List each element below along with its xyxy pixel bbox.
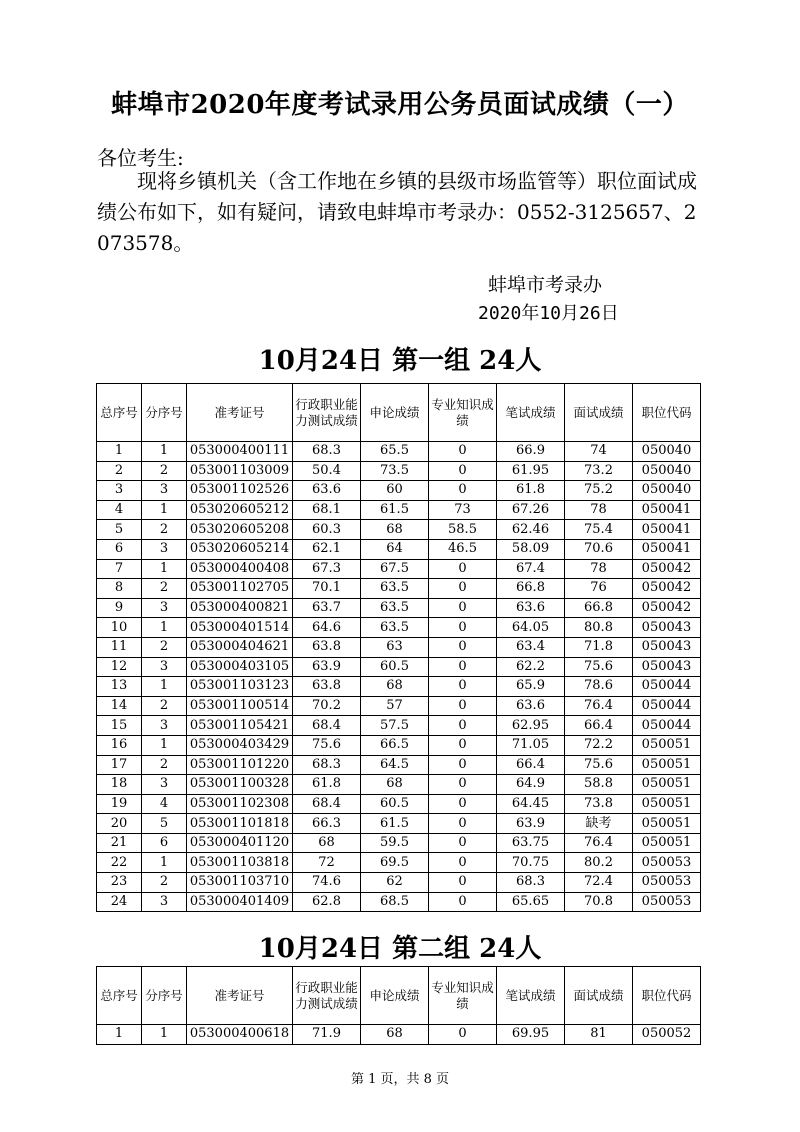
table-cell: 0 (429, 833, 497, 853)
table-row (97, 873, 701, 893)
table-cell: 2 (142, 637, 187, 657)
table-cell: 050053 (633, 853, 701, 873)
table-cell: 59.5 (361, 833, 429, 853)
group-2-table (96, 966, 701, 1045)
col-header: 笔试成绩 (497, 967, 565, 1025)
table-cell: 76.4 (565, 833, 633, 853)
table-cell: 3 (97, 481, 142, 501)
table-cell: 050044 (633, 696, 701, 716)
table-cell: 053000400408 (187, 559, 293, 579)
col-header: 准考证号 (187, 384, 293, 442)
table-cell: 050043 (633, 637, 701, 657)
table-cell: 0 (429, 559, 497, 579)
table-cell: 2 (142, 873, 187, 893)
table-cell: 66.9 (497, 442, 565, 462)
table-cell: 050041 (633, 539, 701, 559)
table-cell: 17 (97, 755, 142, 775)
table-cell: 62.1 (293, 539, 361, 559)
table-cell: 0 (429, 716, 497, 736)
table-cell: 053000400618 (187, 1025, 293, 1045)
table-cell: 053001101220 (187, 755, 293, 775)
table-cell: 64.9 (497, 775, 565, 795)
table-cell: 053001102705 (187, 579, 293, 599)
table-cell: 050040 (633, 442, 701, 462)
col-header: 申论成绩 (361, 967, 429, 1025)
table-cell: 74.6 (293, 873, 361, 893)
table-cell: 10 (97, 618, 142, 638)
table-cell: 68 (361, 775, 429, 795)
col-header: 专业知识成绩 (429, 384, 497, 442)
table-cell: 050043 (633, 657, 701, 677)
table-cell: 76 (565, 579, 633, 599)
table-cell: 63.9 (293, 657, 361, 677)
table-cell: 6 (142, 833, 187, 853)
table-cell: 0 (429, 579, 497, 599)
table-cell: 63.8 (293, 637, 361, 657)
table-cell: 050041 (633, 520, 701, 540)
table-cell: 2 (97, 461, 142, 481)
table-cell: 72.4 (565, 873, 633, 893)
table-cell: 16 (97, 735, 142, 755)
table-cell: 78 (565, 559, 633, 579)
table-cell: 75.6 (565, 657, 633, 677)
table-cell: 73.2 (565, 461, 633, 481)
col-header: 行政职业能力测试成绩 (293, 384, 361, 442)
table-cell: 63.6 (497, 696, 565, 716)
table-cell: 58.5 (429, 520, 497, 540)
table-cell: 64.05 (497, 618, 565, 638)
table-cell: 053001101818 (187, 814, 293, 834)
table-cell: 0 (429, 461, 497, 481)
table-cell: 0 (429, 637, 497, 657)
table-cell: 0 (429, 794, 497, 814)
table-cell: 69.5 (361, 853, 429, 873)
table-cell: 1 (97, 1025, 142, 1045)
table-cell: 61.8 (293, 775, 361, 795)
table-cell: 74 (565, 442, 633, 462)
table-cell: 053020605212 (187, 500, 293, 520)
table-cell: 72 (293, 853, 361, 873)
table-cell: 63.75 (497, 833, 565, 853)
table-cell: 1 (142, 853, 187, 873)
table-cell: 68.4 (293, 716, 361, 736)
table-cell: 053001100328 (187, 775, 293, 795)
col-header: 分序号 (142, 967, 187, 1025)
col-header: 分序号 (142, 384, 187, 442)
table-cell: 67.26 (497, 500, 565, 520)
col-header: 面试成绩 (565, 967, 633, 1025)
table-cell: 73 (429, 500, 497, 520)
table-cell: 64.6 (293, 618, 361, 638)
table-cell: 73.8 (565, 794, 633, 814)
table-cell: 68.3 (293, 755, 361, 775)
table-cell: 2 (142, 579, 187, 599)
greeting: 各位考生: (97, 146, 184, 170)
table-cell: 21 (97, 833, 142, 853)
table-cell: 78 (565, 500, 633, 520)
table-cell: 66.8 (565, 598, 633, 618)
table-row (97, 794, 701, 814)
group-1-title: 10月24日 第一组 24人 (258, 346, 542, 376)
table-cell: 75.4 (565, 520, 633, 540)
table-cell: 15 (97, 716, 142, 736)
table-cell: 64.45 (497, 794, 565, 814)
table-row (97, 637, 701, 657)
table-cell: 70.75 (497, 853, 565, 873)
table-row (97, 559, 701, 579)
col-header: 行政职业能力测试成绩 (293, 967, 361, 1025)
table-cell: 75.6 (293, 735, 361, 755)
table-cell: 053000403429 (187, 735, 293, 755)
table-cell: 67.4 (497, 559, 565, 579)
table-cell: 4 (142, 794, 187, 814)
table-cell: 6 (97, 539, 142, 559)
table-row (97, 716, 701, 736)
table-header-row (97, 384, 701, 442)
table-cell: 61.95 (497, 461, 565, 481)
table-cell: 70.2 (293, 696, 361, 716)
table-cell: 3 (142, 539, 187, 559)
table-cell: 050051 (633, 755, 701, 775)
table-cell: 71.9 (293, 1025, 361, 1045)
table-cell: 62.46 (497, 520, 565, 540)
table-row (97, 1025, 701, 1045)
table-cell: 0 (429, 755, 497, 775)
table-cell: 11 (97, 637, 142, 657)
table-cell: 053000401120 (187, 833, 293, 853)
signer: 蚌埠市考录办 (488, 274, 603, 296)
table-cell: 1 (142, 500, 187, 520)
table-cell: 65.9 (497, 677, 565, 697)
sign-date: 2020年10月26日 (478, 303, 619, 324)
table-cell: 050042 (633, 598, 701, 618)
table-cell: 72.2 (565, 735, 633, 755)
table-cell: 68 (293, 833, 361, 853)
group-2-title: 10月24日 第二组 24人 (258, 934, 542, 964)
table-cell: 3 (142, 598, 187, 618)
table-cell: 2 (142, 461, 187, 481)
table-cell: 63 (361, 637, 429, 657)
col-header: 申论成绩 (361, 384, 429, 442)
table-cell: 67.3 (293, 559, 361, 579)
table-cell: 75.6 (565, 755, 633, 775)
table-cell: 1 (142, 735, 187, 755)
table-cell: 8 (97, 579, 142, 599)
table-cell: 1 (142, 618, 187, 638)
table-cell: 23 (97, 873, 142, 893)
table-row (97, 657, 701, 677)
table-cell: 60 (361, 481, 429, 501)
table-cell: 68 (361, 677, 429, 697)
table-cell: 61.8 (497, 481, 565, 501)
table-cell: 5 (142, 814, 187, 834)
table-cell: 1 (142, 559, 187, 579)
page-footer: 第 1 页，共 8 页 (350, 1072, 450, 1087)
table-cell: 71.8 (565, 637, 633, 657)
table-cell: 68.5 (361, 892, 429, 912)
table-cell: 63.6 (497, 598, 565, 618)
table-cell: 1 (97, 442, 142, 462)
table-header-row (97, 967, 701, 1025)
table-cell: 5 (97, 520, 142, 540)
table-cell: 050052 (633, 1025, 701, 1045)
table-cell: 70.6 (565, 539, 633, 559)
table-row (97, 892, 701, 912)
table-cell: 3 (142, 716, 187, 736)
table-cell: 0 (429, 853, 497, 873)
table-cell: 3 (142, 481, 187, 501)
table-cell: 2 (142, 696, 187, 716)
table-cell: 053000403105 (187, 657, 293, 677)
table-cell: 9 (97, 598, 142, 618)
table-cell: 050051 (633, 833, 701, 853)
col-header: 专业知识成绩 (429, 967, 497, 1025)
notice-text: 现将乡镇机关（含工作地在乡镇的县级市场监管等）职位面试成绩公布如下，如有疑问，请致电蚌埠市考录办：0552-3125657、2073578。 (97, 169, 697, 255)
table-cell: 66.3 (293, 814, 361, 834)
table-cell: 73.5 (361, 461, 429, 481)
table-cell: 053001103123 (187, 677, 293, 697)
table-cell: 62 (361, 873, 429, 893)
table-cell: 053020605208 (187, 520, 293, 540)
table-cell: 18 (97, 775, 142, 795)
table-cell: 053000400821 (187, 598, 293, 618)
table-cell: 46.5 (429, 539, 497, 559)
table-cell: 050044 (633, 677, 701, 697)
table-cell: 68.1 (293, 500, 361, 520)
table-cell: 70.1 (293, 579, 361, 599)
table-cell: 63.4 (497, 637, 565, 657)
table-cell: 0 (429, 892, 497, 912)
table-row (97, 598, 701, 618)
table-cell: 61.5 (361, 814, 429, 834)
table-cell: 64.5 (361, 755, 429, 775)
table-cell: 63.5 (361, 579, 429, 599)
table-row (97, 618, 701, 638)
table-cell: 050042 (633, 559, 701, 579)
col-header: 准考证号 (187, 967, 293, 1025)
table-cell: 053020605214 (187, 539, 293, 559)
table-cell: 65.5 (361, 442, 429, 462)
table-cell: 2 (142, 520, 187, 540)
table-cell: 0 (429, 873, 497, 893)
table-cell: 63.5 (361, 618, 429, 638)
table-cell: 68.3 (293, 442, 361, 462)
table-cell: 050042 (633, 579, 701, 599)
table-cell: 0 (429, 618, 497, 638)
table-row (97, 539, 701, 559)
col-header: 职位代码 (633, 384, 701, 442)
table-cell: 4 (97, 500, 142, 520)
table-cell: 20 (97, 814, 142, 834)
table-cell: 053001103009 (187, 461, 293, 481)
table-row (97, 481, 701, 501)
table-cell: 66.4 (497, 755, 565, 775)
table-cell: 050051 (633, 775, 701, 795)
table-cell: 19 (97, 794, 142, 814)
table-cell: 80.8 (565, 618, 633, 638)
page-title: 蚌埠市2020年度考试录用公务员面试成绩（一） (111, 90, 689, 120)
table-cell: 050051 (633, 735, 701, 755)
table-cell: 050053 (633, 892, 701, 912)
table-cell: 缺考 (565, 814, 633, 834)
table-cell: 053001100514 (187, 696, 293, 716)
table-cell: 60.5 (361, 794, 429, 814)
table-cell: 050043 (633, 618, 701, 638)
table-cell: 58.8 (565, 775, 633, 795)
col-header: 职位代码 (633, 967, 701, 1025)
table-cell: 3 (142, 657, 187, 677)
table-cell: 66.5 (361, 735, 429, 755)
table-cell: 63.5 (361, 598, 429, 618)
table-cell: 0 (429, 657, 497, 677)
table-cell: 0 (429, 696, 497, 716)
table-cell: 3 (142, 892, 187, 912)
col-header: 总序号 (97, 967, 142, 1025)
table-cell: 1 (142, 677, 187, 697)
table-cell: 050044 (633, 716, 701, 736)
table-cell: 63.7 (293, 598, 361, 618)
table-row (97, 814, 701, 834)
table-cell: 60.5 (361, 657, 429, 677)
table-row (97, 520, 701, 540)
table-cell: 053001103710 (187, 873, 293, 893)
group-1-table (96, 383, 701, 912)
table-cell: 053000401409 (187, 892, 293, 912)
table-cell: 63.9 (497, 814, 565, 834)
table-cell: 63.8 (293, 677, 361, 697)
table-row (97, 775, 701, 795)
table-cell: 63.6 (293, 481, 361, 501)
table-cell: 14 (97, 696, 142, 716)
table-cell: 76.4 (565, 696, 633, 716)
table-cell: 67.5 (361, 559, 429, 579)
table-cell: 12 (97, 657, 142, 677)
table-row (97, 500, 701, 520)
table-cell: 68.3 (497, 873, 565, 893)
table-cell: 053000404621 (187, 637, 293, 657)
table-cell: 81 (565, 1025, 633, 1045)
table-cell: 78.6 (565, 677, 633, 697)
table-cell: 0 (429, 677, 497, 697)
table-cell: 71.05 (497, 735, 565, 755)
table-row (97, 833, 701, 853)
table-cell: 0 (429, 481, 497, 501)
table-cell: 58.09 (497, 539, 565, 559)
table-cell: 60.3 (293, 520, 361, 540)
table-row (97, 442, 701, 462)
table-cell: 62.95 (497, 716, 565, 736)
table-cell: 61.5 (361, 500, 429, 520)
table-cell: 3 (142, 775, 187, 795)
table-cell: 0 (429, 442, 497, 462)
table-cell: 68 (361, 1025, 429, 1045)
table-cell: 66.4 (565, 716, 633, 736)
table-cell: 050040 (633, 461, 701, 481)
table-cell: 24 (97, 892, 142, 912)
table-cell: 57.5 (361, 716, 429, 736)
col-header: 笔试成绩 (497, 384, 565, 442)
table-cell: 050041 (633, 500, 701, 520)
table-cell: 1 (142, 1025, 187, 1045)
table-row (97, 677, 701, 697)
table-cell: 68.4 (293, 794, 361, 814)
table-cell: 50.4 (293, 461, 361, 481)
table-cell: 62.8 (293, 892, 361, 912)
table-cell: 053001102308 (187, 794, 293, 814)
table-cell: 0 (429, 735, 497, 755)
table-cell: 053001105421 (187, 716, 293, 736)
table-cell: 70.8 (565, 892, 633, 912)
table-row (97, 735, 701, 755)
table-cell: 66.8 (497, 579, 565, 599)
table-row (97, 579, 701, 599)
table-cell: 053001103818 (187, 853, 293, 873)
table-cell: 7 (97, 559, 142, 579)
table-cell: 1 (142, 442, 187, 462)
table-cell: 2 (142, 755, 187, 775)
col-header: 面试成绩 (565, 384, 633, 442)
table-cell: 0 (429, 1025, 497, 1045)
table-cell: 62.2 (497, 657, 565, 677)
table-cell: 68 (361, 520, 429, 540)
table-cell: 053001102526 (187, 481, 293, 501)
table-cell: 13 (97, 677, 142, 697)
col-header: 总序号 (97, 384, 142, 442)
table-cell: 80.2 (565, 853, 633, 873)
table-cell: 57 (361, 696, 429, 716)
table-cell: 65.65 (497, 892, 565, 912)
table-cell: 053000400111 (187, 442, 293, 462)
table-cell: 22 (97, 853, 142, 873)
table-row (97, 461, 701, 481)
table-cell: 0 (429, 814, 497, 834)
table-cell: 64 (361, 539, 429, 559)
table-cell: 050053 (633, 873, 701, 893)
table-row (97, 853, 701, 873)
table-cell: 0 (429, 775, 497, 795)
table-cell: 69.95 (497, 1025, 565, 1045)
table-row (97, 696, 701, 716)
table-cell: 75.2 (565, 481, 633, 501)
table-cell: 050051 (633, 794, 701, 814)
table-cell: 0 (429, 598, 497, 618)
table-cell: 053000401514 (187, 618, 293, 638)
table-cell: 050051 (633, 814, 701, 834)
table-row (97, 755, 701, 775)
table-cell: 050040 (633, 481, 701, 501)
